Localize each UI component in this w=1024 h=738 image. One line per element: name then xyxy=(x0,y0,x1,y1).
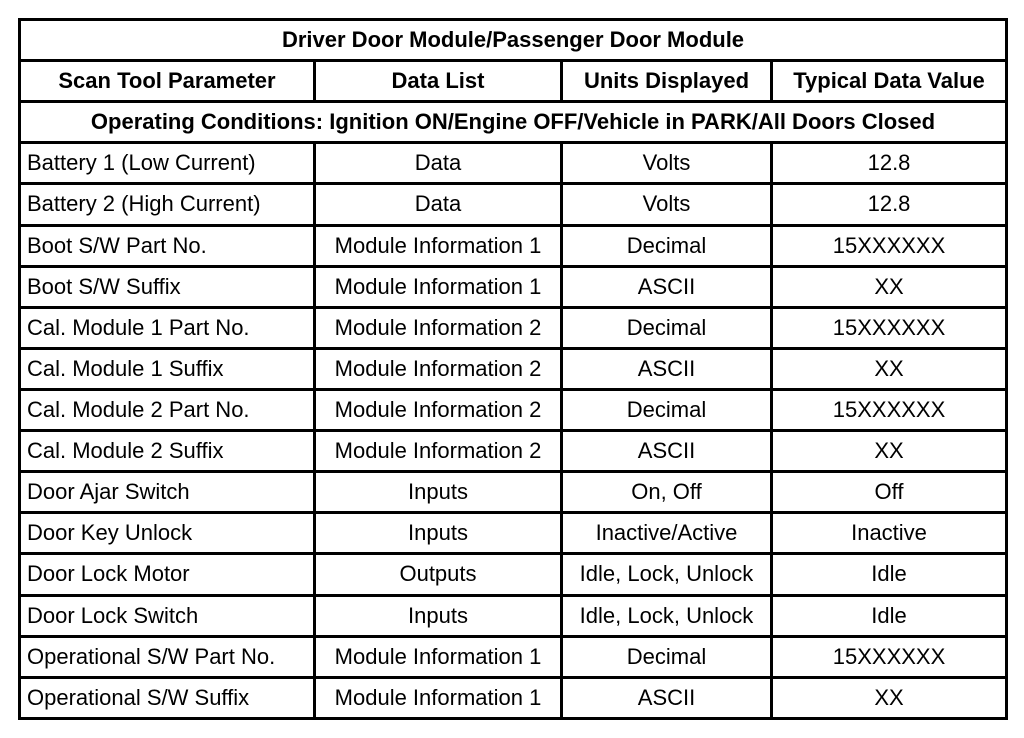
table-row xyxy=(20,554,1007,595)
cell-units: Decimal xyxy=(562,307,772,348)
header-typical-data-value: Typical Data Value xyxy=(772,61,1007,102)
cell-data-list: Module Information 2 xyxy=(315,307,562,348)
cell-data-list: Outputs xyxy=(315,554,562,595)
title-row xyxy=(20,20,1007,61)
cell-data-list: Module Information 2 xyxy=(315,431,562,472)
cell-parameter: Boot S/W Part No. xyxy=(20,225,315,266)
cell-units: ASCII xyxy=(562,677,772,718)
cell-units: Idle, Lock, Unlock xyxy=(562,554,772,595)
cell-data-list: Module Information 1 xyxy=(315,677,562,718)
cell-units: Decimal xyxy=(562,389,772,430)
cell-typical-value: 15XXXXXX xyxy=(772,225,1007,266)
cell-units: ASCII xyxy=(562,431,772,472)
cell-units: Inactive/Active xyxy=(562,513,772,554)
cell-data-list: Module Information 2 xyxy=(315,389,562,430)
cell-units: Volts xyxy=(562,184,772,225)
cell-data-list: Inputs xyxy=(315,595,562,636)
cell-typical-value: XX xyxy=(772,431,1007,472)
cell-typical-value: Idle xyxy=(772,595,1007,636)
cell-units: Decimal xyxy=(562,636,772,677)
table-row xyxy=(20,431,1007,472)
table-row xyxy=(20,595,1007,636)
table-row xyxy=(20,184,1007,225)
cell-typical-value: XX xyxy=(772,348,1007,389)
operating-conditions: Operating Conditions: Ignition ON/Engine OFF/Vehicle in PARK/All Doors Closed xyxy=(20,102,1007,143)
cell-units: ASCII xyxy=(562,348,772,389)
cell-data-list: Data xyxy=(315,184,562,225)
cell-data-list: Module Information 1 xyxy=(315,225,562,266)
cell-data-list: Inputs xyxy=(315,472,562,513)
cell-parameter: Operational S/W Suffix xyxy=(20,677,315,718)
cell-parameter: Cal. Module 1 Part No. xyxy=(20,307,315,348)
cell-data-list: Module Information 2 xyxy=(315,348,562,389)
table-row xyxy=(20,143,1007,184)
cell-parameter: Door Key Unlock xyxy=(20,513,315,554)
cell-parameter: Boot S/W Suffix xyxy=(20,266,315,307)
cell-parameter: Cal. Module 1 Suffix xyxy=(20,348,315,389)
cell-typical-value: Off xyxy=(772,472,1007,513)
document-page xyxy=(18,18,1005,720)
table-row xyxy=(20,225,1007,266)
cell-typical-value: 15XXXXXX xyxy=(772,307,1007,348)
header-units-displayed: Units Displayed xyxy=(562,61,772,102)
table-title: Driver Door Module/Passenger Door Module xyxy=(20,20,1007,61)
conditions-row xyxy=(20,102,1007,143)
cell-data-list: Module Information 1 xyxy=(315,636,562,677)
cell-parameter: Door Lock Motor xyxy=(20,554,315,595)
cell-typical-value: 12.8 xyxy=(772,184,1007,225)
header-row xyxy=(20,61,1007,102)
cell-parameter: Door Lock Switch xyxy=(20,595,315,636)
cell-units: On, Off xyxy=(562,472,772,513)
cell-typical-value: Inactive xyxy=(772,513,1007,554)
cell-units: ASCII xyxy=(562,266,772,307)
scan-tool-parameter-table xyxy=(18,18,1008,720)
cell-typical-value: 12.8 xyxy=(772,143,1007,184)
cell-parameter: Battery 2 (High Current) xyxy=(20,184,315,225)
table-row xyxy=(20,472,1007,513)
cell-units: Volts xyxy=(562,143,772,184)
table-row xyxy=(20,389,1007,430)
cell-data-list: Inputs xyxy=(315,513,562,554)
cell-typical-value: XX xyxy=(772,677,1007,718)
table-row xyxy=(20,677,1007,718)
cell-typical-value: 15XXXXXX xyxy=(772,636,1007,677)
cell-units: Idle, Lock, Unlock xyxy=(562,595,772,636)
cell-parameter: Cal. Module 2 Part No. xyxy=(20,389,315,430)
table-row xyxy=(20,266,1007,307)
cell-parameter: Door Ajar Switch xyxy=(20,472,315,513)
table-row xyxy=(20,513,1007,554)
table-row xyxy=(20,636,1007,677)
cell-typical-value: 15XXXXXX xyxy=(772,389,1007,430)
header-data-list: Data List xyxy=(315,61,562,102)
cell-typical-value: XX xyxy=(772,266,1007,307)
cell-data-list: Data xyxy=(315,143,562,184)
cell-parameter: Cal. Module 2 Suffix xyxy=(20,431,315,472)
cell-parameter: Operational S/W Part No. xyxy=(20,636,315,677)
cell-parameter: Battery 1 (Low Current) xyxy=(20,143,315,184)
table-row xyxy=(20,307,1007,348)
table-row xyxy=(20,348,1007,389)
cell-data-list: Module Information 1 xyxy=(315,266,562,307)
header-scan-tool-parameter: Scan Tool Parameter xyxy=(20,61,315,102)
cell-typical-value: Idle xyxy=(772,554,1007,595)
cell-units: Decimal xyxy=(562,225,772,266)
